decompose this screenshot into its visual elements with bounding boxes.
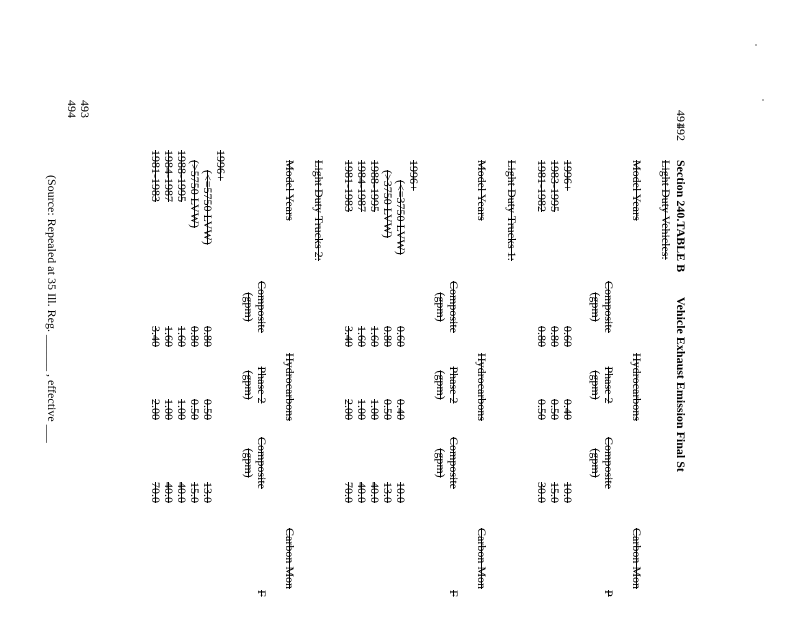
ldt2-row-co-composite: 13.0 [201, 482, 215, 503]
ldt2-row-co-composite: 15.0 [188, 482, 202, 503]
ldv-hc-phase2-unit: (gpm) [589, 370, 603, 400]
ldt2-co-composite-header: Composite [255, 436, 269, 489]
ldt2-row-hc-composite: 0.80 [188, 326, 202, 347]
ldv-carbon-monoxide-header: Carbon Mon [630, 528, 644, 589]
ldt2-row-hc-phase2: 1.00 [175, 399, 189, 420]
ldt2-row-year: (>5750 LVW) [188, 160, 202, 228]
ldt1-hydrocarbons-header: Hydrocarbons [475, 353, 489, 421]
line-number-494: 494 [65, 100, 79, 118]
ldt2-row-year: 1996+ [214, 150, 228, 181]
ldt1-co-extra-header: F [447, 590, 461, 597]
section-label: Section 240.TABLE B [674, 160, 688, 273]
ldv-row-year: 1981-1982 [535, 160, 549, 212]
ldt1-hc-composite-header: Composite [447, 280, 461, 333]
ldt2-row-co-composite: 40.0 [162, 482, 176, 503]
ldt2-row-hc-phase2: 1.00 [162, 399, 176, 420]
ldv-hc-composite-header: Composite [602, 280, 616, 333]
ldt1-row-hc-phase2: 1.00 [355, 399, 369, 420]
ldt1-row-co-composite: 40.0 [368, 482, 382, 503]
ldv-hydrocarbons-header: Hydrocarbons [630, 353, 644, 421]
ldt1-row-hc-composite: 0.60 [394, 326, 408, 347]
ldv-row-hc-composite: 0.80 [548, 326, 562, 347]
ldt1-row-hc-phase2: 0.40 [394, 399, 408, 420]
ldt2-row-co-composite: 40.0 [175, 482, 189, 503]
ldt1-row-year: 1988-1995 [368, 160, 382, 212]
ldt1-row-hc-phase2: 0.50 [381, 399, 395, 420]
ldv-row-hc-composite: 0.80 [535, 326, 549, 347]
ldt2-hc-composite-header: Composite [255, 280, 269, 333]
line-number-492: 492 [674, 123, 688, 141]
ldt1-row-hc-composite: 3.40 [342, 326, 356, 347]
ldt1-row-year: 1984-1987 [355, 160, 369, 212]
ldv-row-co-composite: 15.0 [548, 482, 562, 503]
ldv-row-hc-phase2: 0.40 [561, 399, 575, 420]
line-number-493: 493 [78, 100, 92, 118]
ldt1-co-composite-unit: (gpm) [434, 448, 448, 478]
ldt2-hc-phase2-unit: (gpm) [242, 370, 256, 400]
ldt2-row-year: 1981-1983 [149, 150, 163, 202]
ldv-row-year: 1996+ [561, 160, 575, 191]
ldt1-label: Light Duty Trucks 1: [505, 160, 519, 262]
ldt2-model-years-header: Model Years [283, 160, 297, 221]
ldt2-label: Light Duty Trucks 2: [312, 160, 326, 262]
ldt2-row-hc-phase2: 0.50 [188, 399, 202, 420]
ldt2-hydrocarbons-header: Hydrocarbons [283, 353, 297, 421]
ldt1-row-hc-composite: 1.60 [368, 326, 382, 347]
ldv-row-co-composite: 10.0 [561, 482, 575, 503]
ldt2-co-composite-unit: (gpm) [242, 448, 256, 478]
ldv-row-year: 1983-1995 [548, 160, 562, 212]
ldv-label: Light Duty Vehicles: [659, 160, 673, 260]
ldt1-hc-phase2-unit: (gpm) [434, 370, 448, 400]
ldt2-row-year: 1988-1995 [175, 150, 189, 202]
ldv-co-extra-header: P [602, 590, 616, 597]
ldt2-carbon-monoxide-header: Carbon Mon [283, 528, 297, 589]
ldt1-row-year: (<=3750 LVW) [394, 180, 408, 255]
ldv-row-co-composite: 30.0 [535, 482, 549, 503]
ldt1-hc-composite-unit: (gpm) [434, 292, 448, 322]
ldt1-row-year: 1981-1983 [342, 160, 356, 212]
ldv-row-hc-phase2: 0.50 [535, 399, 549, 420]
ldv-hc-phase2-header: Phase 2 [602, 366, 616, 404]
ldv-model-years-header: Model Years [630, 160, 644, 221]
ldt2-row-hc-composite: 0.80 [201, 326, 215, 347]
table-title: Vehicle Exhaust Emission Final St [674, 297, 688, 472]
ldt2-row-hc-phase2: 2.00 [149, 399, 163, 420]
ldt2-co-extra-header: F [255, 590, 269, 597]
ldt2-row-year: (<=5750 LVW) [201, 170, 215, 245]
ldt2-row-hc-composite: 1.60 [162, 326, 176, 347]
ldt1-row-year: 1996+ [407, 160, 421, 191]
ldt1-row-hc-composite: 0.80 [381, 326, 395, 347]
source-note: (Source: Repealed at 35 Ill. Reg. ______ , effective ___ [45, 175, 59, 443]
line-number-491: 491 [674, 110, 688, 128]
ldt1-row-hc-phase2: 2.00 [342, 399, 356, 420]
ldt2-row-hc-composite: 3.40 [149, 326, 163, 347]
ldt1-carbon-monoxide-header: Carbon Mon [475, 528, 489, 589]
ldt2-row-co-composite: 70.0 [149, 482, 163, 503]
ldt2-hc-composite-unit: (gpm) [242, 292, 256, 322]
ldt1-row-hc-phase2: 1.00 [368, 399, 382, 420]
ldv-co-composite-header: Composite [602, 436, 616, 489]
ldv-co-composite-unit: (gpm) [589, 448, 603, 478]
ldt1-row-co-composite: 40.0 [355, 482, 369, 503]
ldv-hc-composite-unit: (gpm) [589, 292, 603, 322]
ldt1-row-hc-composite: 1.60 [355, 326, 369, 347]
ldt1-row-year: (>3750 LVW) [381, 170, 395, 238]
ldt1-row-co-composite: 13.0 [381, 482, 395, 503]
ldt2-row-hc-phase2: 0.50 [201, 399, 215, 420]
ldv-row-hc-composite: 0.60 [561, 326, 575, 347]
ldt1-hc-phase2-header: Phase 2 [447, 366, 461, 404]
ldv-row-hc-phase2: 0.50 [548, 399, 562, 420]
ldt1-row-co-composite: 70.0 [342, 482, 356, 503]
ldt2-row-hc-composite: 1.60 [175, 326, 189, 347]
ldt2-row-year: 1984-1987 [162, 150, 176, 202]
ldt2-hc-phase2-header: Phase 2 [255, 366, 269, 404]
ldt1-model-years-header: Model Years [475, 160, 489, 221]
ldt1-row-co-composite: 10.0 [394, 482, 408, 503]
ldt1-co-composite-header: Composite [447, 436, 461, 489]
